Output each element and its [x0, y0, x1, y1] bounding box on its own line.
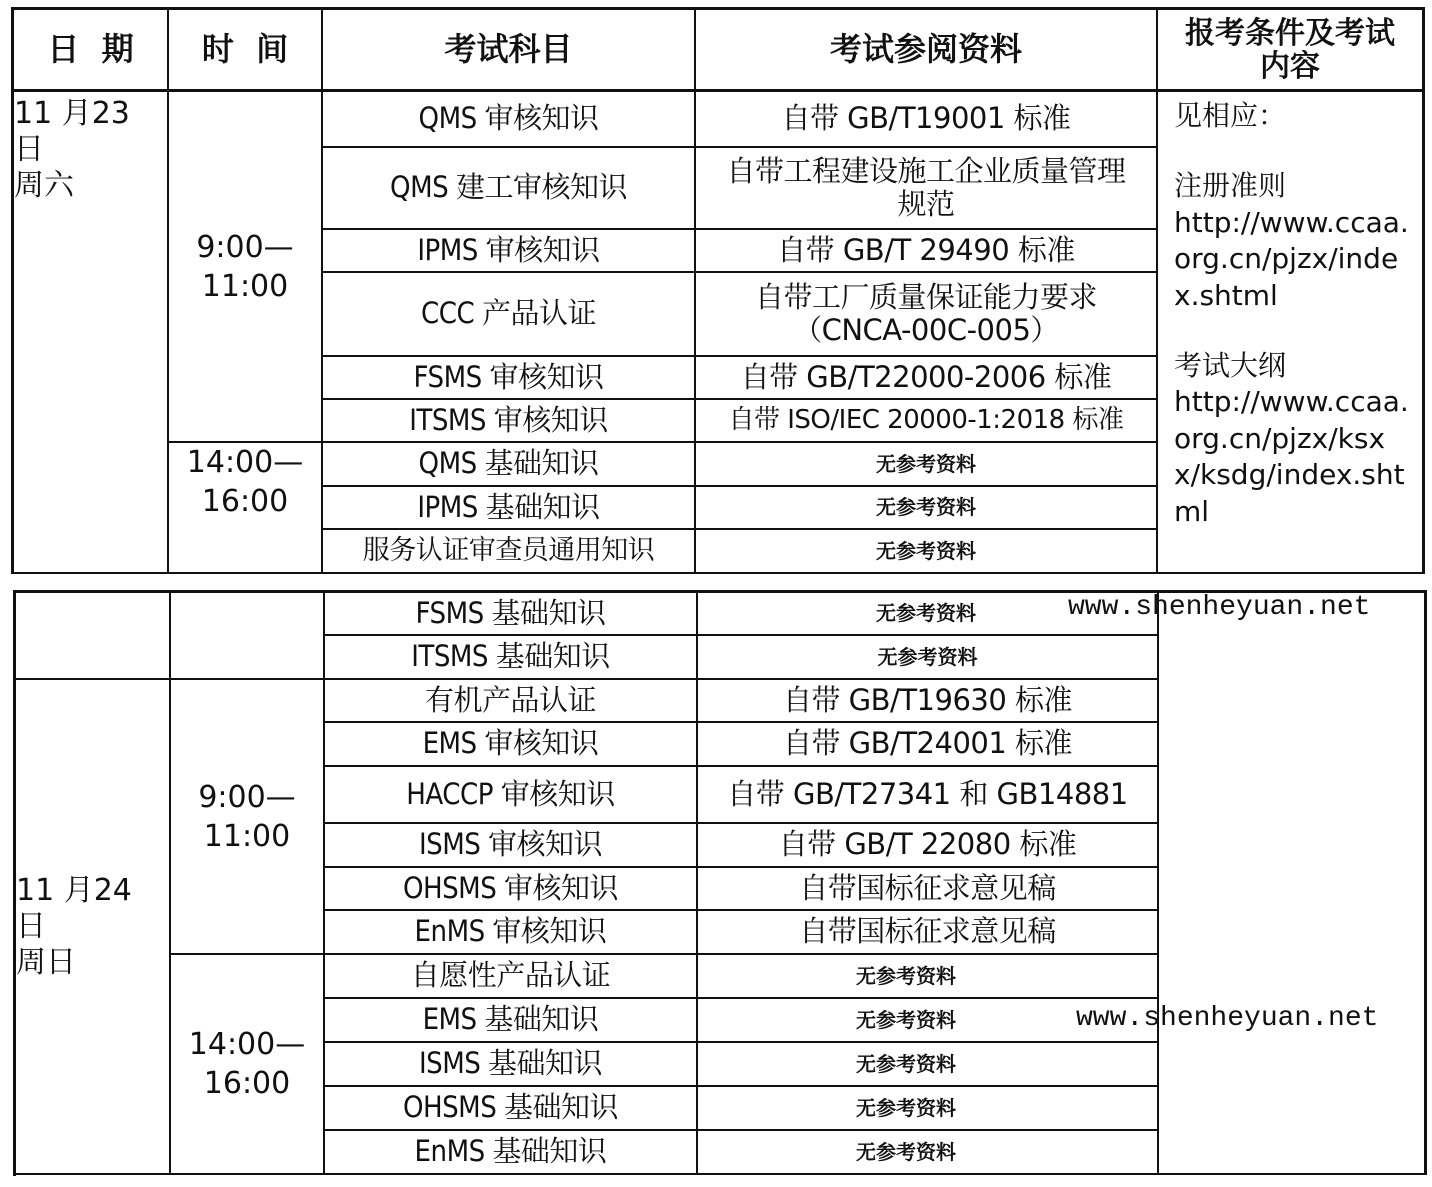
- subject-cell: 服务认证审查员通用知识: [323, 530, 696, 574]
- exam-table-2: [13, 590, 1427, 1176]
- day1-date: [14, 92, 169, 574]
- conditions-info: [1158, 92, 1425, 574]
- reference-cell: 自带 GB/T19001 标准: [696, 92, 1158, 148]
- day1-date-line3: 周六: [14, 168, 74, 203]
- reference-cell: 无参考资料: [698, 1131, 1159, 1175]
- reference-cell: 自带 ISO/IEC 20000-1:2018 标准: [696, 400, 1158, 443]
- reference-cell: 无参考资料: [698, 1087, 1159, 1131]
- reference-cell: 自带国标征求意见稿: [698, 868, 1159, 911]
- time-start: 9:00—: [196, 229, 294, 265]
- exam-table-1: [11, 7, 1425, 574]
- reference-cell: 自带国标征求意见稿: [698, 911, 1159, 955]
- header-subject: 考试科目: [323, 10, 696, 92]
- day1-date-line2: 日: [14, 132, 44, 167]
- reference-cell: 自带 GB/T19630 标准: [698, 680, 1159, 723]
- subject-cell: ISMS 基础知识: [325, 1043, 698, 1087]
- reference-cell: 自带 GB/T 22080 标准: [698, 824, 1159, 868]
- subject-cell: EMS 基础知识: [325, 999, 698, 1043]
- reference-cell: 无参考资料: [698, 636, 1159, 680]
- subject-cell: EnMS 审核知识: [325, 911, 698, 955]
- day2-date-line1: 11 月24: [16, 872, 132, 908]
- subject-cell: FSMS 审核知识: [323, 357, 696, 400]
- subject-cell: QMS 审核知识: [323, 92, 696, 148]
- subject-cell: 自愿性产品认证: [325, 955, 698, 999]
- reference-cell: 无参考资料: [696, 443, 1158, 487]
- reference-cell: 无参考资料: [696, 530, 1158, 574]
- subject-cell: CCC 产品认证: [323, 273, 696, 357]
- reference-cell: 无参考资料: [698, 593, 1159, 636]
- subject-cell: IPMS 审核知识: [323, 230, 696, 273]
- subject-cell: 有机产品认证: [325, 680, 698, 723]
- time-start: 14:00—: [188, 1027, 306, 1062]
- reference-cell: 无参考资料: [698, 955, 1159, 999]
- header-time: 时 间: [169, 10, 323, 92]
- time-start: 14:00—: [186, 445, 304, 480]
- watermark-text: www.shenheyuan.net: [1076, 1003, 1379, 1034]
- subject-cell: OHSMS 基础知识: [325, 1087, 698, 1131]
- day2-date-line3: 周日: [16, 944, 76, 980]
- day2-afternoon-time: [171, 955, 325, 1175]
- time-end: 16:00: [203, 1066, 291, 1101]
- time-end: 11:00: [201, 268, 289, 304]
- day1-afternoon-time: [169, 443, 323, 574]
- subject-cell: ITSMS 基础知识: [325, 636, 698, 680]
- conditions-empty: [1159, 593, 1427, 1175]
- subject-cell: ITSMS 审核知识: [323, 400, 696, 443]
- day2-morning-time: [171, 680, 325, 955]
- subject-cell: QMS 基础知识: [323, 443, 696, 487]
- reference-cell: 自带 GB/T27341 和 GB14881: [698, 767, 1159, 824]
- subject-cell: EnMS 基础知识: [325, 1131, 698, 1175]
- reference-cell: 自带工厂质量保证能力要求（CNCA-00C-005）: [696, 273, 1158, 357]
- subject-cell: IPMS 基础知识: [323, 487, 696, 530]
- time-start: 9:00—: [198, 779, 296, 815]
- info-outline-link[interactable]: http://www.ccaa.org.cn/pjzx/ksxx/ksdg/index.shtml: [1174, 385, 1409, 528]
- subject-cell: FSMS 基础知识: [325, 593, 698, 636]
- watermark-text: www.shenheyuan.net: [1068, 592, 1371, 623]
- subject-cell: OHSMS 审核知识: [325, 868, 698, 911]
- info-outline-label: 考试大纲: [1174, 348, 1287, 382]
- day1-date-line1: 11 月23: [14, 96, 130, 131]
- subject-cell: QMS 建工审核知识: [323, 148, 696, 230]
- subject-cell: EMS 审核知识: [325, 723, 698, 767]
- info-rule-label: 注册准则: [1174, 169, 1287, 203]
- day2-date: [16, 680, 171, 1175]
- reference-cell: 无参考资料: [696, 487, 1158, 530]
- reference-cell: 无参考资料: [698, 1043, 1159, 1087]
- subject-cell: ISMS 审核知识: [325, 824, 698, 868]
- header-date: 日 期: [14, 10, 169, 92]
- reference-cell: 无参考资料: [698, 999, 1159, 1043]
- header-reference: 考试参阅资料: [696, 10, 1158, 92]
- cont-date-empty: [16, 593, 171, 680]
- day1-morning-time: [169, 92, 323, 443]
- header-conditions: 报考条件及考试内容: [1158, 10, 1425, 92]
- cont-time-empty: [171, 593, 325, 680]
- time-end: 16:00: [201, 484, 289, 519]
- subject-cell: HACCP 审核知识: [325, 767, 698, 824]
- reference-cell: 自带 GB/T22000-2006 标准: [696, 357, 1158, 400]
- reference-cell: 自带工程建设施工企业质量管理规范: [696, 148, 1158, 230]
- reference-cell: 自带 GB/T24001 标准: [698, 723, 1159, 767]
- time-end: 11:00: [203, 818, 291, 854]
- info-rule-link[interactable]: http://www.ccaa.org.cn/pjzx/index.shtml: [1174, 205, 1409, 312]
- day2-date-line2: 日: [16, 908, 46, 944]
- info-title: 见相应：: [1174, 99, 1287, 132]
- reference-cell: 自带 GB/T 29490 标准: [696, 230, 1158, 273]
